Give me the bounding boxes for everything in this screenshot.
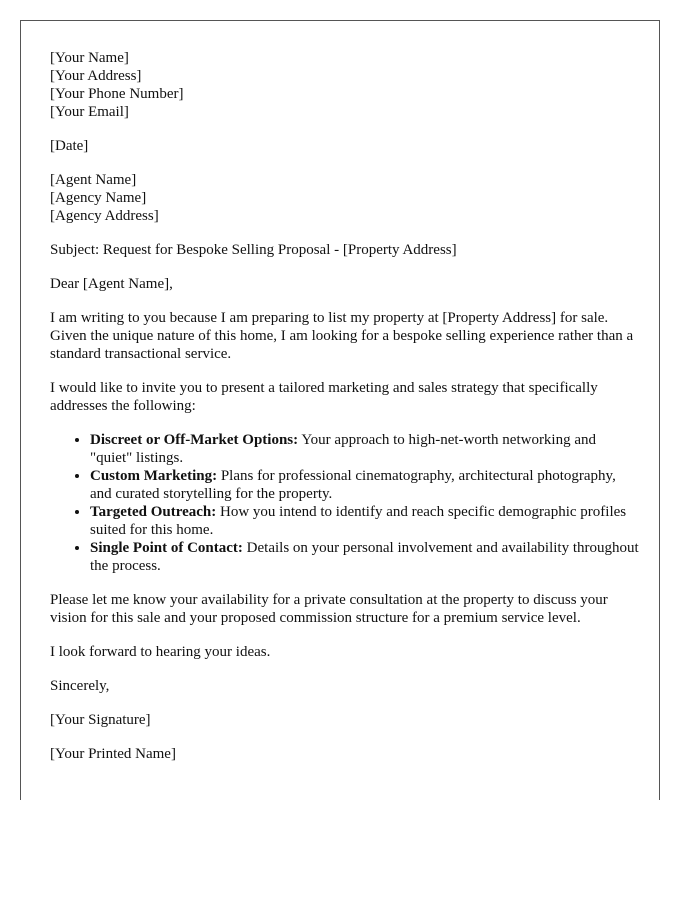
list-item: [90, 431, 640, 467]
sender-block: [50, 49, 640, 121]
consultation-paragraph: Please let me know your availability for a private consultation at the property to discuss your vision for this sale and your proposed commission structure for a premium service level.: [50, 592, 608, 626]
list-item: [90, 467, 640, 503]
recipient-agency-address: [Agency Address]: [50, 208, 159, 224]
intro-paragraph: I am writing to you because I am preparing to list my property at [Property Address] for sale. Given the unique nature of this home, I am looking for a bespoke selling experience rather than a standard transactional service.: [50, 310, 634, 362]
sender-address: [Your Address]: [50, 68, 142, 84]
list-item-title: Single Point of Contact:: [90, 540, 243, 556]
sender-phone: [Your Phone Number]: [50, 86, 184, 102]
sender-email: [Your Email]: [50, 104, 129, 120]
signature-placeholder: [Your Signature]: [50, 712, 151, 728]
list-item-title: Targeted Outreach:: [90, 504, 217, 520]
letter-body: [50, 49, 640, 779]
closing-line: I look forward to hearing your ideas.: [50, 644, 271, 660]
subject-line: Subject: Request for Bespoke Selling Proposal - [Property Address]: [50, 242, 457, 258]
list-item-text: Details on your personal involvement and availability throughout the process.: [90, 540, 639, 574]
list-item-text: Plans for professional cinematography, architectural photography, and curated storytelling for the property.: [90, 468, 616, 502]
invite-paragraph: I would like to invite you to present a tailored marketing and sales strategy that specifically addresses the following:: [50, 380, 598, 414]
recipient-agent-name: [Agent Name]: [50, 172, 137, 188]
sender-name: [Your Name]: [50, 50, 129, 66]
letter-page: [20, 20, 660, 800]
list-item-title: Discreet or Off-Market Options:: [90, 432, 299, 448]
recipient-agency-name: [Agency Name]: [50, 190, 147, 206]
list-item-title: Custom Marketing:: [90, 468, 218, 484]
salutation: Dear [Agent Name],: [50, 276, 173, 292]
list-item-text: Your approach to high-net-worth networking and "quiet" listings.: [90, 432, 597, 466]
letter-date: [Date]: [50, 138, 89, 154]
requirements-list: [50, 431, 640, 575]
list-item: [90, 539, 640, 575]
printed-name: [Your Printed Name]: [50, 746, 176, 762]
list-item-text: How you intend to identify and reach specific demographic profiles suited for this home.: [90, 504, 627, 538]
list-item: [90, 503, 640, 539]
recipient-block: [50, 171, 640, 225]
valediction: Sincerely,: [50, 678, 110, 694]
